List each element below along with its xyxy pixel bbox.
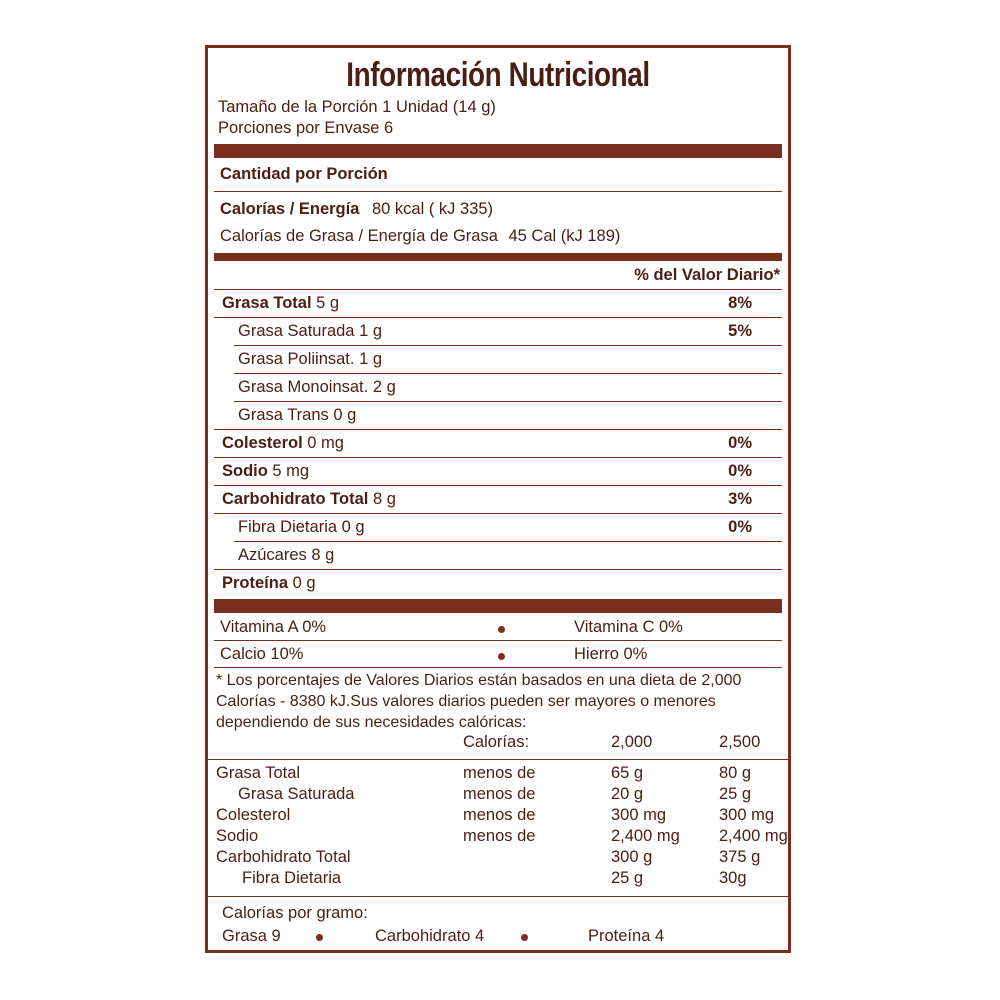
calories-row	[220, 200, 493, 219]
nutrient-dv: 5%	[728, 322, 752, 340]
ref-row-name: Carbohidrato Total	[216, 848, 351, 866]
nutrient-row-total-fat	[222, 294, 339, 313]
ref-row-v1: 65 g	[611, 764, 644, 782]
ref-row-name: Fibra Dietaria	[242, 869, 342, 887]
ref-col-2500: 2,500	[719, 733, 761, 751]
vitamin-c: Vitamina C 0%	[574, 618, 683, 636]
cpg-protein: Proteína 4	[588, 927, 665, 945]
thick-divider	[214, 144, 782, 158]
nutrient-row-sugars	[238, 546, 334, 565]
label-title: Información Nutricional	[346, 56, 650, 94]
bullet-dot	[316, 934, 323, 941]
medium-divider	[214, 253, 782, 261]
nutrient-row-cholesterol	[222, 434, 344, 453]
ref-row-v1: 2,400 mg	[611, 827, 680, 845]
nutrient-name: Grasa Saturada	[238, 322, 355, 340]
ref-row-v1: 300 mg	[611, 806, 667, 824]
nutrient-row-sodium	[222, 462, 309, 481]
ref-row-v1: 300 g	[611, 848, 653, 866]
ref-row-name: Sodio	[216, 827, 259, 845]
nutrient-name: Grasa Total	[222, 294, 312, 312]
divider	[208, 759, 788, 760]
bullet-dot	[498, 653, 505, 660]
iron: Hierro 0%	[574, 645, 648, 663]
ref-row-qual: menos de	[463, 764, 536, 782]
nutrient-name: Carbohidrato Total	[222, 490, 369, 508]
bullet-dot	[521, 934, 528, 941]
divider	[214, 640, 782, 641]
nutrient-amount: 8 g	[311, 546, 335, 564]
ref-calories-label: Calorías:	[463, 733, 530, 751]
nutrient-dv: 0%	[728, 434, 752, 452]
divider	[214, 289, 782, 290]
divider	[214, 429, 782, 430]
nutrient-amount: 1 g	[359, 322, 383, 340]
nutrient-row-monounsat-fat	[238, 378, 396, 397]
nutrition-label	[205, 45, 791, 953]
nutrient-row-fiber	[238, 518, 365, 537]
cpg-carb: Carbohidrato 4	[375, 927, 485, 945]
nutrient-row-polyunsat-fat	[238, 350, 382, 369]
fat-calories-row	[220, 227, 620, 246]
nutrient-amount: 5 g	[316, 294, 340, 312]
nutrient-dv: 0%	[728, 462, 752, 480]
vitamin-a: Vitamina A 0%	[220, 618, 327, 636]
thick-divider	[214, 599, 782, 613]
divider	[234, 345, 782, 346]
nutrient-dv: 0%	[728, 518, 752, 536]
ref-row-qual: menos de	[463, 785, 536, 803]
ref-row-qual: menos de	[463, 827, 536, 845]
nutrient-row-saturated-fat	[238, 322, 382, 341]
divider	[214, 513, 782, 514]
calories-per-gram-label: Calorías por gramo:	[222, 904, 368, 922]
nutrient-name: Fibra Dietaria	[238, 518, 338, 536]
cpg-fat: Grasa 9	[222, 927, 281, 945]
nutrient-amount: 0 mg	[307, 434, 344, 452]
divider	[214, 485, 782, 486]
nutrient-amount: 8 g	[372, 490, 396, 508]
nutrient-amount: 0 g	[333, 406, 357, 424]
ref-row-name: Grasa Total	[216, 764, 301, 782]
ref-col-2000: 2,000	[611, 733, 653, 751]
bullet-dot	[498, 626, 505, 633]
divider	[214, 317, 782, 318]
divider	[208, 896, 788, 897]
nutrient-dv: 3%	[728, 490, 752, 508]
divider	[234, 401, 782, 402]
ref-row-name: Grasa Saturada	[238, 785, 355, 803]
nutrient-amount: 1 g	[359, 350, 382, 368]
daily-value-footnote: * Los porcentajes de Valores Diarios están basados en una dieta de 2,000 Calorías - 8380 kJ.Sus valores diarios pueden ser mayores o menores dependiendo de sus necesidades calóricas:	[216, 672, 742, 731]
calories-value: 80 kcal ( kJ 335)	[371, 200, 494, 218]
nutrient-name: Grasa Poliinsat.	[238, 350, 355, 368]
daily-value-header: % del Valor Diario*	[634, 266, 780, 284]
nutrient-row-total-carb	[222, 490, 396, 509]
nutrient-amount: 0 g	[292, 574, 316, 592]
nutrient-amount: 0 g	[341, 518, 365, 536]
divider	[214, 457, 782, 458]
serving-size: Tamaño de la Porción 1 Unidad (14 g)	[218, 98, 496, 116]
ref-row-v2: 375 g	[719, 848, 761, 866]
amount-per-serving: Cantidad por Porción	[220, 165, 388, 183]
divider	[234, 373, 782, 374]
nutrient-name: Azúcares	[238, 546, 307, 564]
ref-row-v1: 20 g	[611, 785, 644, 803]
nutrient-row-trans-fat	[238, 406, 356, 425]
ref-row-v2: 2,400 mg	[719, 827, 788, 845]
divider	[214, 667, 782, 668]
servings-per-container: Porciones por Envase 6	[218, 119, 394, 137]
fat-calories-label: Calorías de Grasa / Energía de Grasa	[220, 227, 498, 245]
calcium: Calcio 10%	[220, 645, 304, 663]
divider	[214, 569, 782, 570]
nutrient-name: Grasa Monoinsat.	[238, 378, 369, 396]
nutrient-amount: 5 mg	[272, 462, 310, 480]
divider	[214, 191, 782, 192]
ref-row-v2: 30g	[719, 869, 747, 887]
divider	[234, 541, 782, 542]
nutrient-dv: 8%	[728, 294, 752, 312]
ref-row-name: Colesterol	[216, 806, 291, 824]
nutrient-name: Grasa Trans	[238, 406, 329, 424]
ref-row-v2: 25 g	[719, 785, 752, 803]
fat-calories-value: 45 Cal (kJ 189)	[508, 227, 621, 245]
nutrient-name: Colesterol	[222, 434, 303, 452]
ref-row-v2: 300 mg	[719, 806, 775, 824]
nutrient-row-protein	[222, 574, 316, 593]
nutrient-name: Proteína	[222, 574, 289, 592]
calories-label: Calorías / Energía	[220, 200, 360, 218]
nutrient-amount: 2 g	[372, 378, 396, 396]
ref-row-v2: 80 g	[719, 764, 752, 782]
ref-row-qual: menos de	[463, 806, 536, 824]
ref-row-v1: 25 g	[611, 869, 644, 887]
nutrient-name: Sodio	[222, 462, 268, 480]
